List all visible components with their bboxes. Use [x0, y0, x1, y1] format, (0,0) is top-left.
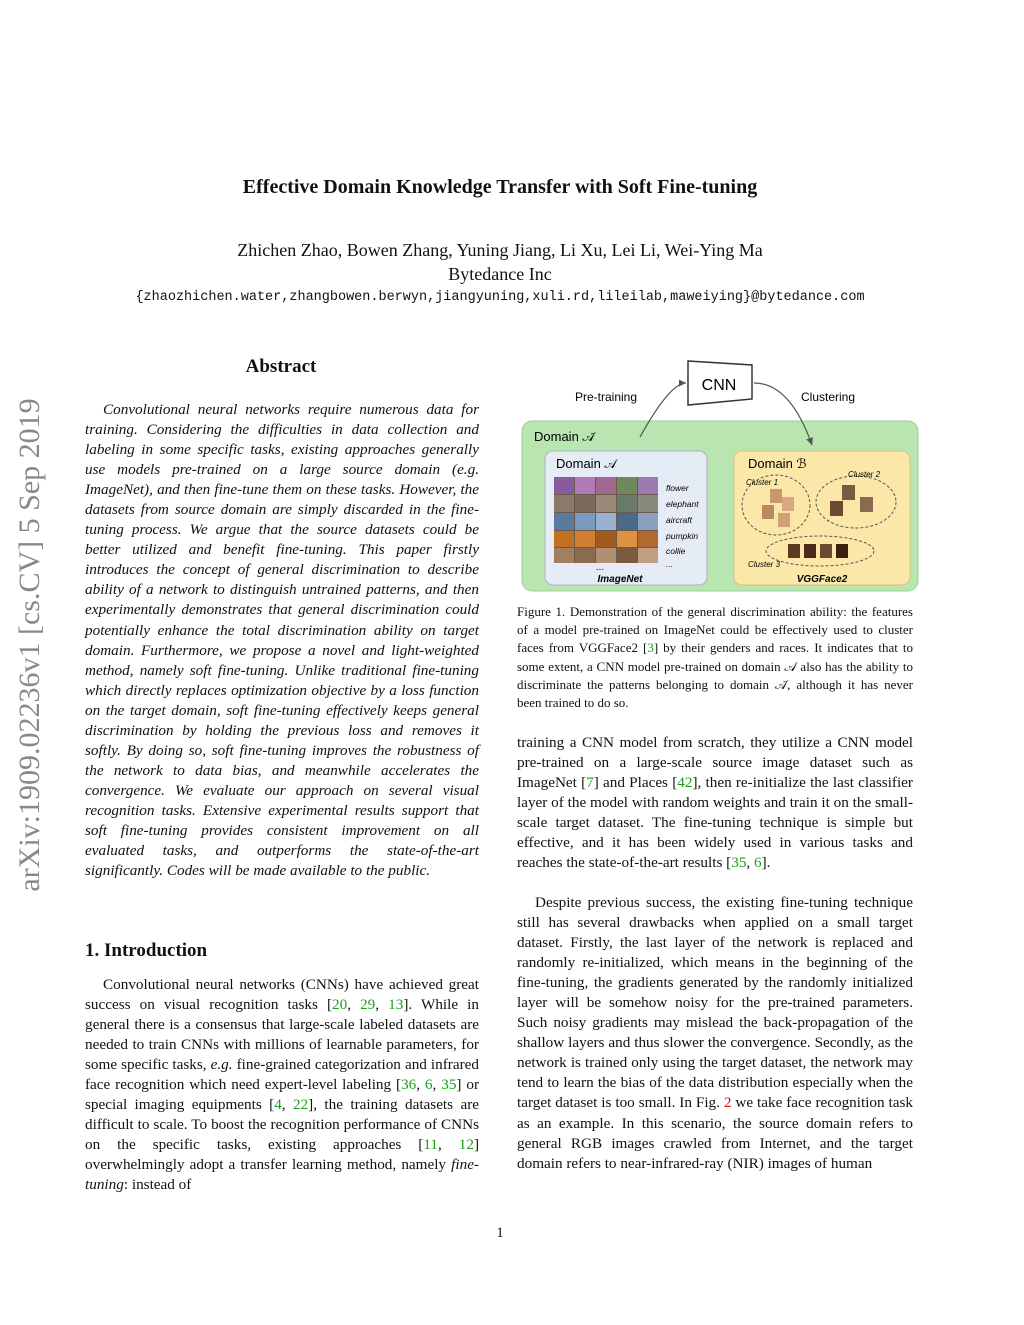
vggface-label: VGGFace2	[796, 574, 848, 585]
cnn-label: CNN	[701, 377, 737, 394]
citation-link[interactable]: 42	[677, 774, 693, 792]
citation-link[interactable]: 3	[647, 640, 654, 656]
class-label: flower	[666, 483, 689, 493]
imagenet-label: ImageNet	[597, 574, 643, 585]
abstract-text: Convolutional neural networks require numerous data for training. Considering the difficulties in data collection and labeling in some specific tasks, existing approaches generally use models pre-trained on a large source domain (e.g. ImageNet), and then fine-tune them on these tasks. However, the datasets from source domain are simply discarded in the fine-tuning process. We argue that the source datasets could be better utilized and benefit fine-tuning. This paper firstly introduces the concept of general discrimination to describe ability of a network to distinguish untrained patterns, and then experimentally demonstrates that general discrimination could potentially enhance the total discrimination ability on target domain. Furthermore, we propose a novel and light-weighted method, namely soft fine-tuning. Unlike traditional fine-tuning which directly replaces optimization objective by a loss function on the target domain, soft fine-tuning effectively keeps general discrimination by holding the previous loss and removes it softly. By doing so, soft fine-tuning improves the robustness of the network to data bias, and meanwhile accelerates the convergence. We evaluate our approach on several visual recognition tasks. Extensive experimental results support that soft fine-tuning provides consistent improvement on all evaluated tasks, and outperforms the state-of-the-art significantly. Codes will be made available to the public.	[85, 401, 479, 880]
class-label: aircraft	[666, 515, 692, 525]
domain-b-label: Domain ℬ	[748, 456, 807, 471]
citation-link[interactable]: 29	[360, 996, 376, 1014]
citation-link[interactable]: 20	[332, 996, 348, 1014]
cluster-2-label: Cluster 2	[848, 470, 881, 479]
paper-title: Effective Domain Knowledge Transfer with Soft Fine-tuning	[242, 176, 758, 198]
abstract-heading: Abstract	[245, 356, 317, 377]
class-label: pumpkin	[666, 531, 699, 541]
figure-link[interactable]: 2	[723, 1094, 732, 1112]
pretraining-label: Pre-training	[574, 390, 638, 404]
citation-link[interactable]: 35	[731, 854, 747, 872]
imagenet-dots: ...	[595, 562, 605, 573]
arxiv-id: arXiv:1909.02236v1 [cs.CV] 5 Sep 2019	[13, 398, 46, 892]
class-label: ...	[666, 559, 674, 569]
class-label: elephant	[666, 499, 699, 509]
citation-link[interactable]: 6	[424, 1076, 433, 1094]
cluster-3-label: Cluster 3	[748, 560, 781, 569]
figure-1-diagram	[520, 355, 920, 593]
right-column-paragraph-2: Despite previous success, the existing fine-tuning technique still has several drawbacks when applied on a small target dataset. Firstly, the last layer of the network is replaced and randomly re-initialized, which means in the beginning of the fine-tuning, the gradients generated by the randomly initialized layer will be somehow noisy for the pre-trained parameters. Such noisy gradients may mislead the back-propagation of the shallow layers and thus slower the convergence. Secondly, as the network is trained only using the target dataset, the network may tend to learn the bias of the data distribution especially when the target dataset is too small. In Fig. 2 we take face recognition task as an example. In this scenario, the source domain refers to general RGB images crawled from Internet, and the target domain refers to near-infrared-ray (NIR) images of human	[517, 894, 913, 1172]
class-label: collie	[666, 546, 686, 556]
affiliation: Bytedance Inc	[448, 264, 552, 284]
introduction-paragraph: Convolutional neural networks (CNNs) have achieved great success on visual recognition tasks [20, 29, 13]. While in general there is a consensus that large-scale labeled datasets are needed to train CNNs with millions of learnable parameters, for some specific tasks, e.g. fine-grained categorization and infrared face recognition which need expert-level labeling [36, 6, 35] or special imaging equipments [4, 22], the training datasets are difficult to scale. To boost the recognition performance of CNNs on the specific tasks, existing approaches [11, 12] overwhelmingly adopt a transfer learning method, namely fine-tuning: instead of	[85, 976, 480, 1194]
imagenet-thumbnails	[554, 477, 658, 563]
citation-link[interactable]: 36	[401, 1076, 417, 1094]
citation-link[interactable]: 13	[388, 996, 404, 1014]
email-list: {zhaozhichen.water,zhangbowen.berwyn,jiangyuning,xuli.rd,lileilab,maweiying}@bytedance.com	[135, 290, 865, 305]
cluster-1-label: Cluster 1	[746, 478, 779, 487]
citation-link[interactable]: 11	[423, 1136, 438, 1154]
arxiv-stamp	[10, 360, 50, 930]
citation-link[interactable]: 6	[754, 854, 762, 872]
citation-link[interactable]: 35	[441, 1076, 457, 1094]
section-heading-introduction: 1. Introduction	[85, 940, 208, 961]
right-column-paragraph-1: training a CNN model from scratch, they utilize a CNN model pre-trained on a large-scale source image dataset such as ImageNet [7] and Places [42], then re-initialize the last classifier layer of the model with random weights and train it on the small-scale target dataset. The fine-tuning technique is simple but effective, and it has been widely used in various tasks and reaches the state-of-the-art results [35, 6].	[517, 734, 913, 872]
domain-a-label: Domain 𝒜	[556, 456, 617, 471]
citation-link[interactable]: 7	[586, 774, 594, 792]
author-list: Zhichen Zhao, Bowen Zhang, Yuning Jiang, Li Xu, Lei Li, Wei-Ying Ma	[237, 240, 763, 260]
outer-domain-label: Domain 𝒜̄	[534, 429, 595, 444]
figure-1-caption: Figure 1. Demonstration of the general discrimination ability: the features of a model pre-trained on ImageNet could be effectively used to cluster faces from VGGFace2 [3] by their genders and races. It indicates that to some extent, a CNN model pre-trained on domain 𝒜 also has the ability to discriminate the patterns belonging to domain 𝒜̄, although it has never been trained to do so.	[517, 604, 913, 711]
page-number: 1	[496, 1225, 504, 1241]
citation-link[interactable]: 4	[274, 1096, 282, 1114]
citation-link[interactable]: 12	[458, 1136, 474, 1154]
citation-link[interactable]: 22	[292, 1096, 309, 1114]
clustering-label: Clustering	[800, 390, 856, 404]
